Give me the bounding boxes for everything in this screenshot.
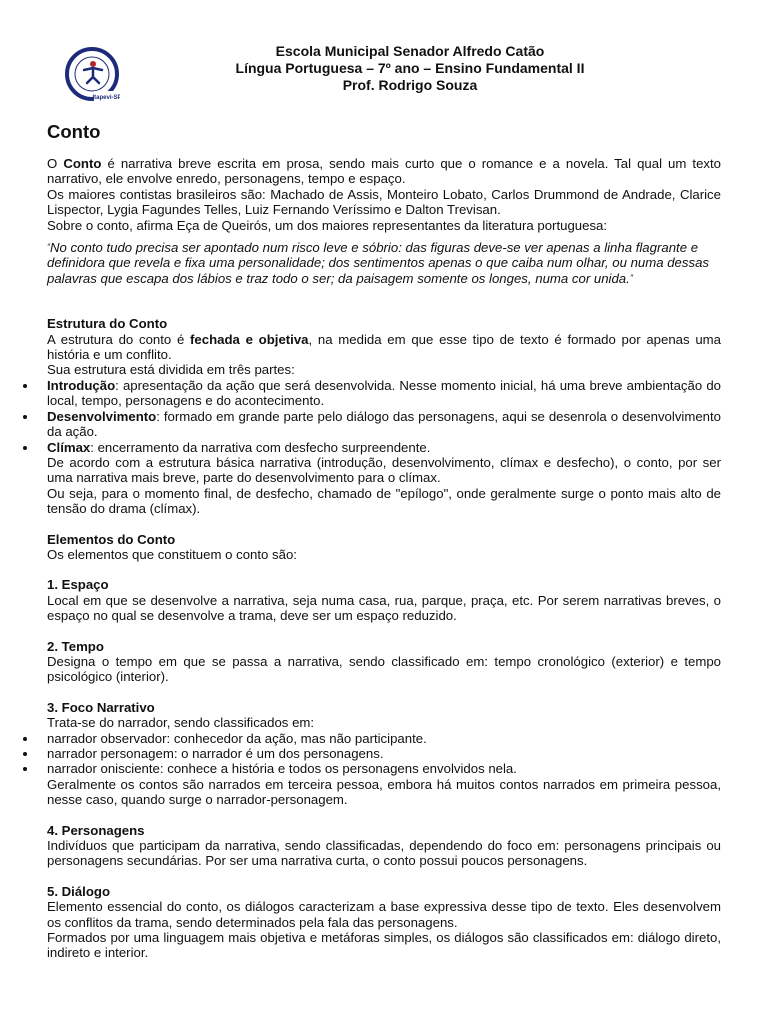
eca-quote: “No conto tudo precisa ser apontado num risco leve e sóbrio: das figuras deve-se ver apenas a linha flagrante e definidora que revela e fixa uma personalidade; dos sentimentos apenas o que caiba num olhar, ou numa dessas palavras que escapa dos lábios e traz todo o ser; da paisagem somente os longes, numa cor unida.” (47, 240, 710, 286)
school-name: Escola Municipal Senador Alfredo Catão (275, 43, 545, 59)
course-info: Língua Portuguesa – 7º ano – Ensino Fundamental II (235, 60, 585, 76)
elementos-intro: Os elementos que constituem o conto são: (47, 546, 297, 562)
foco-list (47, 731, 721, 777)
list-item: narrador observador: conhecedor da ação, mas não participante. (47, 731, 721, 746)
estrutura-paragraph-4: Ou seja, para o momento final, de desfecho, chamado de "epílogo", onde geralmente surge o ponto mais alto de tensão do drama (clímax). (47, 485, 721, 517)
eca-paragraph: Sobre o conto, afirma Eça de Queirós, um dos maiores representantes da literatura portuguesa: (47, 217, 608, 233)
foco-heading: 3. Foco Narrativo (47, 699, 155, 715)
espaco-text: Local em que se desenvolve a narrativa, seja numa casa, rua, parque, praça, etc. Por serem narrativas breves, o espaço no qual se desenvolve a trama, deve ser um espaço reduzido. (47, 592, 721, 624)
contistas-paragraph: Os maiores contistas brasileiros são: Machado de Assis, Monteiro Lobato, Carlos Drummond de Andrade, Clarice Lispector, Lygia Fagundes Telles, Luiz Fernando Veríssimo e Dalton Trevisan. (47, 186, 721, 218)
elementos-heading: Elementos do Conto (47, 531, 176, 547)
page-title: Conto (47, 121, 101, 142)
list-item: Introdução: apresentação da ação que será desenvolvida. Nesse momento inicial, há uma breve ambientação do local, tempo, personagens e do acontecimento. (47, 377, 721, 409)
foco-outro: Geralmente os contos são narrados em terceira pessoa, embora há muitos contos narrados em primeira pessoa, nesse caso, quando surge o narrador-personagem. (47, 776, 721, 808)
estrutura-partes: Sua estrutura está dividida em três partes: (47, 362, 295, 378)
dialogo-text-2: Formados por uma linguagem mais objetiva e metáforas simples, os diálogos são classificados em: diálogo direto, indireto e interior. (47, 930, 721, 961)
tempo-heading: 2. Tempo (47, 638, 104, 654)
tempo-text: Designa o tempo em que se passa a narrativa, sendo classificado em: tempo cronológico (exterior) e tempo psicológico (interior). (47, 653, 721, 685)
intro-term: Conto (63, 156, 102, 171)
estrutura-paragraph: A estrutura do conto é fechada e objetiva, na medida em que esse tipo de texto é formado por apenas uma história e um conflito. (47, 331, 721, 363)
personagens-text: Indivíduos que participam da narrativa, sendo classificadas, dependendo do foco em: personagens principais ou personagens secundárias. Por ser uma narrativa curta, o conto possui poucos personagens. (47, 838, 721, 869)
teacher-name: Prof. Rodrigo Souza (342, 77, 478, 93)
document-body (47, 121, 721, 961)
list-item: narrador onisciente: conhece a história e todos os personagens envolvidos nela. (47, 761, 721, 776)
list-item: narrador personagem: o narrador é um dos personagens. (47, 746, 721, 761)
estrutura-heading: Estrutura do Conto (47, 316, 168, 332)
document-header (130, 43, 690, 94)
intro-paragraph: O Conto é narrativa breve escrita em prosa, sendo mais curto que o romance e a novela. Tal qual um texto narrativo, ele envolve enredo, personagens, tempo e espaço. (47, 156, 722, 187)
list-item: Clímax: encerramento da narrativa com desfecho surpreendente. (47, 440, 721, 455)
school-logo (64, 46, 120, 102)
dialogo-text-1: Elemento essencial do conto, os diálogos caracterizam a base expressiva desse tipo de texto. Eles desenvolvem os conflitos da trama, sendo determinados pela fala das personagens. (47, 899, 721, 930)
espaco-heading: 1. Espaço (47, 577, 109, 593)
estrutura-paragraph-3: De acordo com a estrutura básica narrativa (introdução, desenvolvimento, clímax e desfecho), o conto, por ser uma narrativa mais breve, parte do desenvolvimento para o clímax. (47, 454, 721, 486)
estrutura-list (47, 378, 721, 455)
foco-intro: Trata-se do narrador, sendo classificados em: (47, 715, 315, 731)
school-logo-icon (64, 46, 120, 102)
personagens-heading: 4. Personagens (47, 822, 145, 838)
svg-text:Itapevi-SP: Itapevi-SP (92, 95, 120, 101)
list-item: Desenvolvimento: formado em grande parte pelo diálogo das personagens, aqui se desenrola o desenvolvimento da ação. (47, 408, 721, 440)
dialogo-heading: 5. Diálogo (47, 883, 111, 899)
